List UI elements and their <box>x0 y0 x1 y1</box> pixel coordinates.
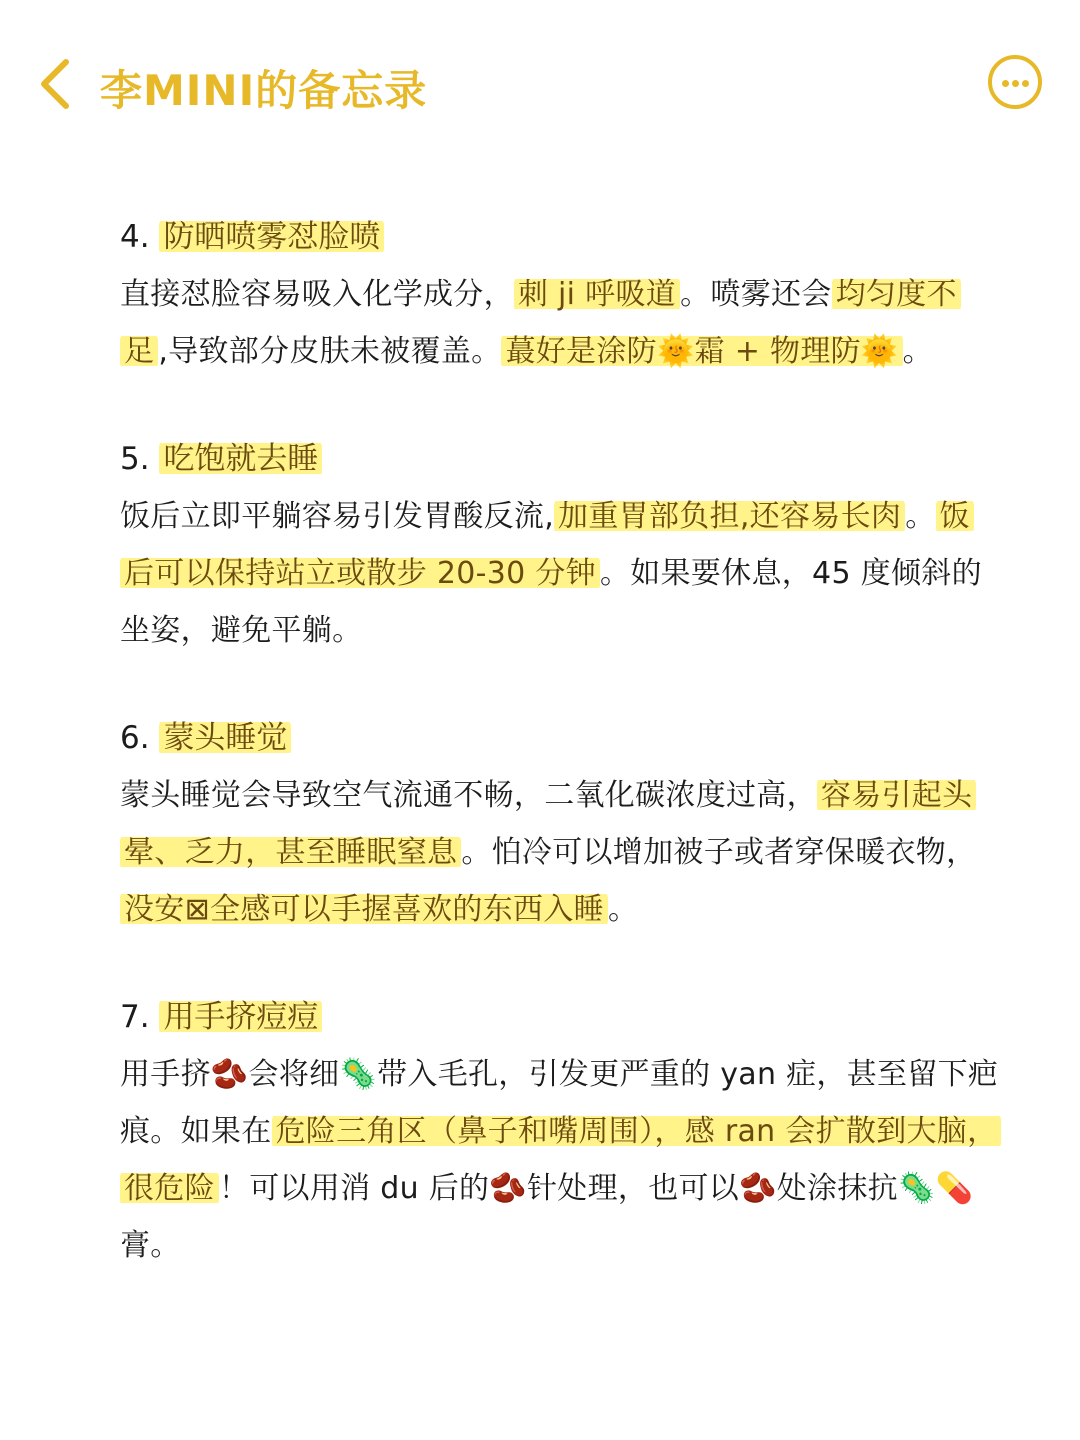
note-content <box>120 208 1000 1324</box>
section-body <box>120 488 1000 659</box>
more-options-button[interactable] <box>988 55 1042 109</box>
highlighted-text: 均匀度不足 <box>120 277 961 369</box>
section-number: 4. <box>120 219 160 255</box>
highlighted-text: 蕞好是涂防🌞霜 + 物理防🌞 <box>501 334 902 369</box>
note-section <box>120 988 1000 1274</box>
body-text: 。如果要休息，45 度倾斜的坐姿，避免平躺。 <box>120 556 982 648</box>
section-heading <box>120 430 1000 488</box>
body-text: 。 <box>607 892 639 927</box>
section-heading <box>120 208 1000 266</box>
note-section <box>120 430 1000 659</box>
section-body <box>120 266 1000 380</box>
body-text: 用手挤🫘会将细🦠带入毛孔，引发更严重的 yan 症，甚至留下疤痕。如果在 <box>120 1057 999 1149</box>
highlighted-text: 刺 ji 呼吸道 <box>514 277 680 312</box>
section-number: 6. <box>120 720 160 756</box>
body-text: 直接怼脸容易吸入化学成分， <box>120 277 514 312</box>
note-section <box>120 208 1000 380</box>
back-button[interactable] <box>32 56 80 112</box>
more-dot <box>1022 80 1029 87</box>
section-heading <box>120 709 1000 767</box>
body-text: 。喷雾还会 <box>680 277 832 312</box>
section-heading <box>120 988 1000 1046</box>
section-number: 7. <box>120 999 160 1035</box>
body-text: 蒙头睡觉会导致空气流通不畅，二氧化碳浓度过高， <box>120 778 817 813</box>
highlighted-text: 饭后可以保持站立或散步 20-30 分钟 <box>120 499 974 591</box>
highlighted-text: 加重胃部负担,还容易长肉 <box>554 499 905 534</box>
note-section <box>120 709 1000 938</box>
chevron-left-icon <box>32 56 80 112</box>
section-title: 蒙头睡觉 <box>159 720 291 756</box>
section-number: 5. <box>120 441 160 477</box>
body-text: ！可以用消 du 后的🫘针处理，也可以🫘处涂抹抗🦠💊膏。 <box>120 1171 974 1263</box>
body-text: 。 <box>902 334 933 369</box>
section-body <box>120 1046 1000 1274</box>
highlighted-text: 没安⊠全感可以手握喜欢的东西入睡 <box>120 892 608 927</box>
nav-bar <box>0 0 1080 170</box>
body-text: 。 <box>905 499 936 534</box>
section-title: 用手挤痘痘 <box>159 999 322 1035</box>
section-title: 防晒喷雾怼脸喷 <box>159 219 384 255</box>
body-text: 。怕冷可以增加被子或者穿保暖衣物， <box>461 835 977 870</box>
body-text: 饭后立即平躺容易引发胃酸反流, <box>120 499 555 534</box>
highlighted-text: 危险三角区（鼻子和嘴周围），感 ran 会扩散到大脑，很危险 <box>120 1114 1001 1206</box>
more-horizontal-icon <box>1002 80 1009 87</box>
more-dot <box>1012 80 1019 87</box>
page-title: 李MINI的备忘录 <box>100 66 428 115</box>
highlighted-text: 容易引起头晕、乏力，甚至睡眠窒息 <box>120 778 976 870</box>
section-title: 吃饱就去睡 <box>159 441 322 477</box>
section-body <box>120 767 1000 938</box>
body-text: ,导致部分皮肤未被覆盖。 <box>158 334 502 369</box>
